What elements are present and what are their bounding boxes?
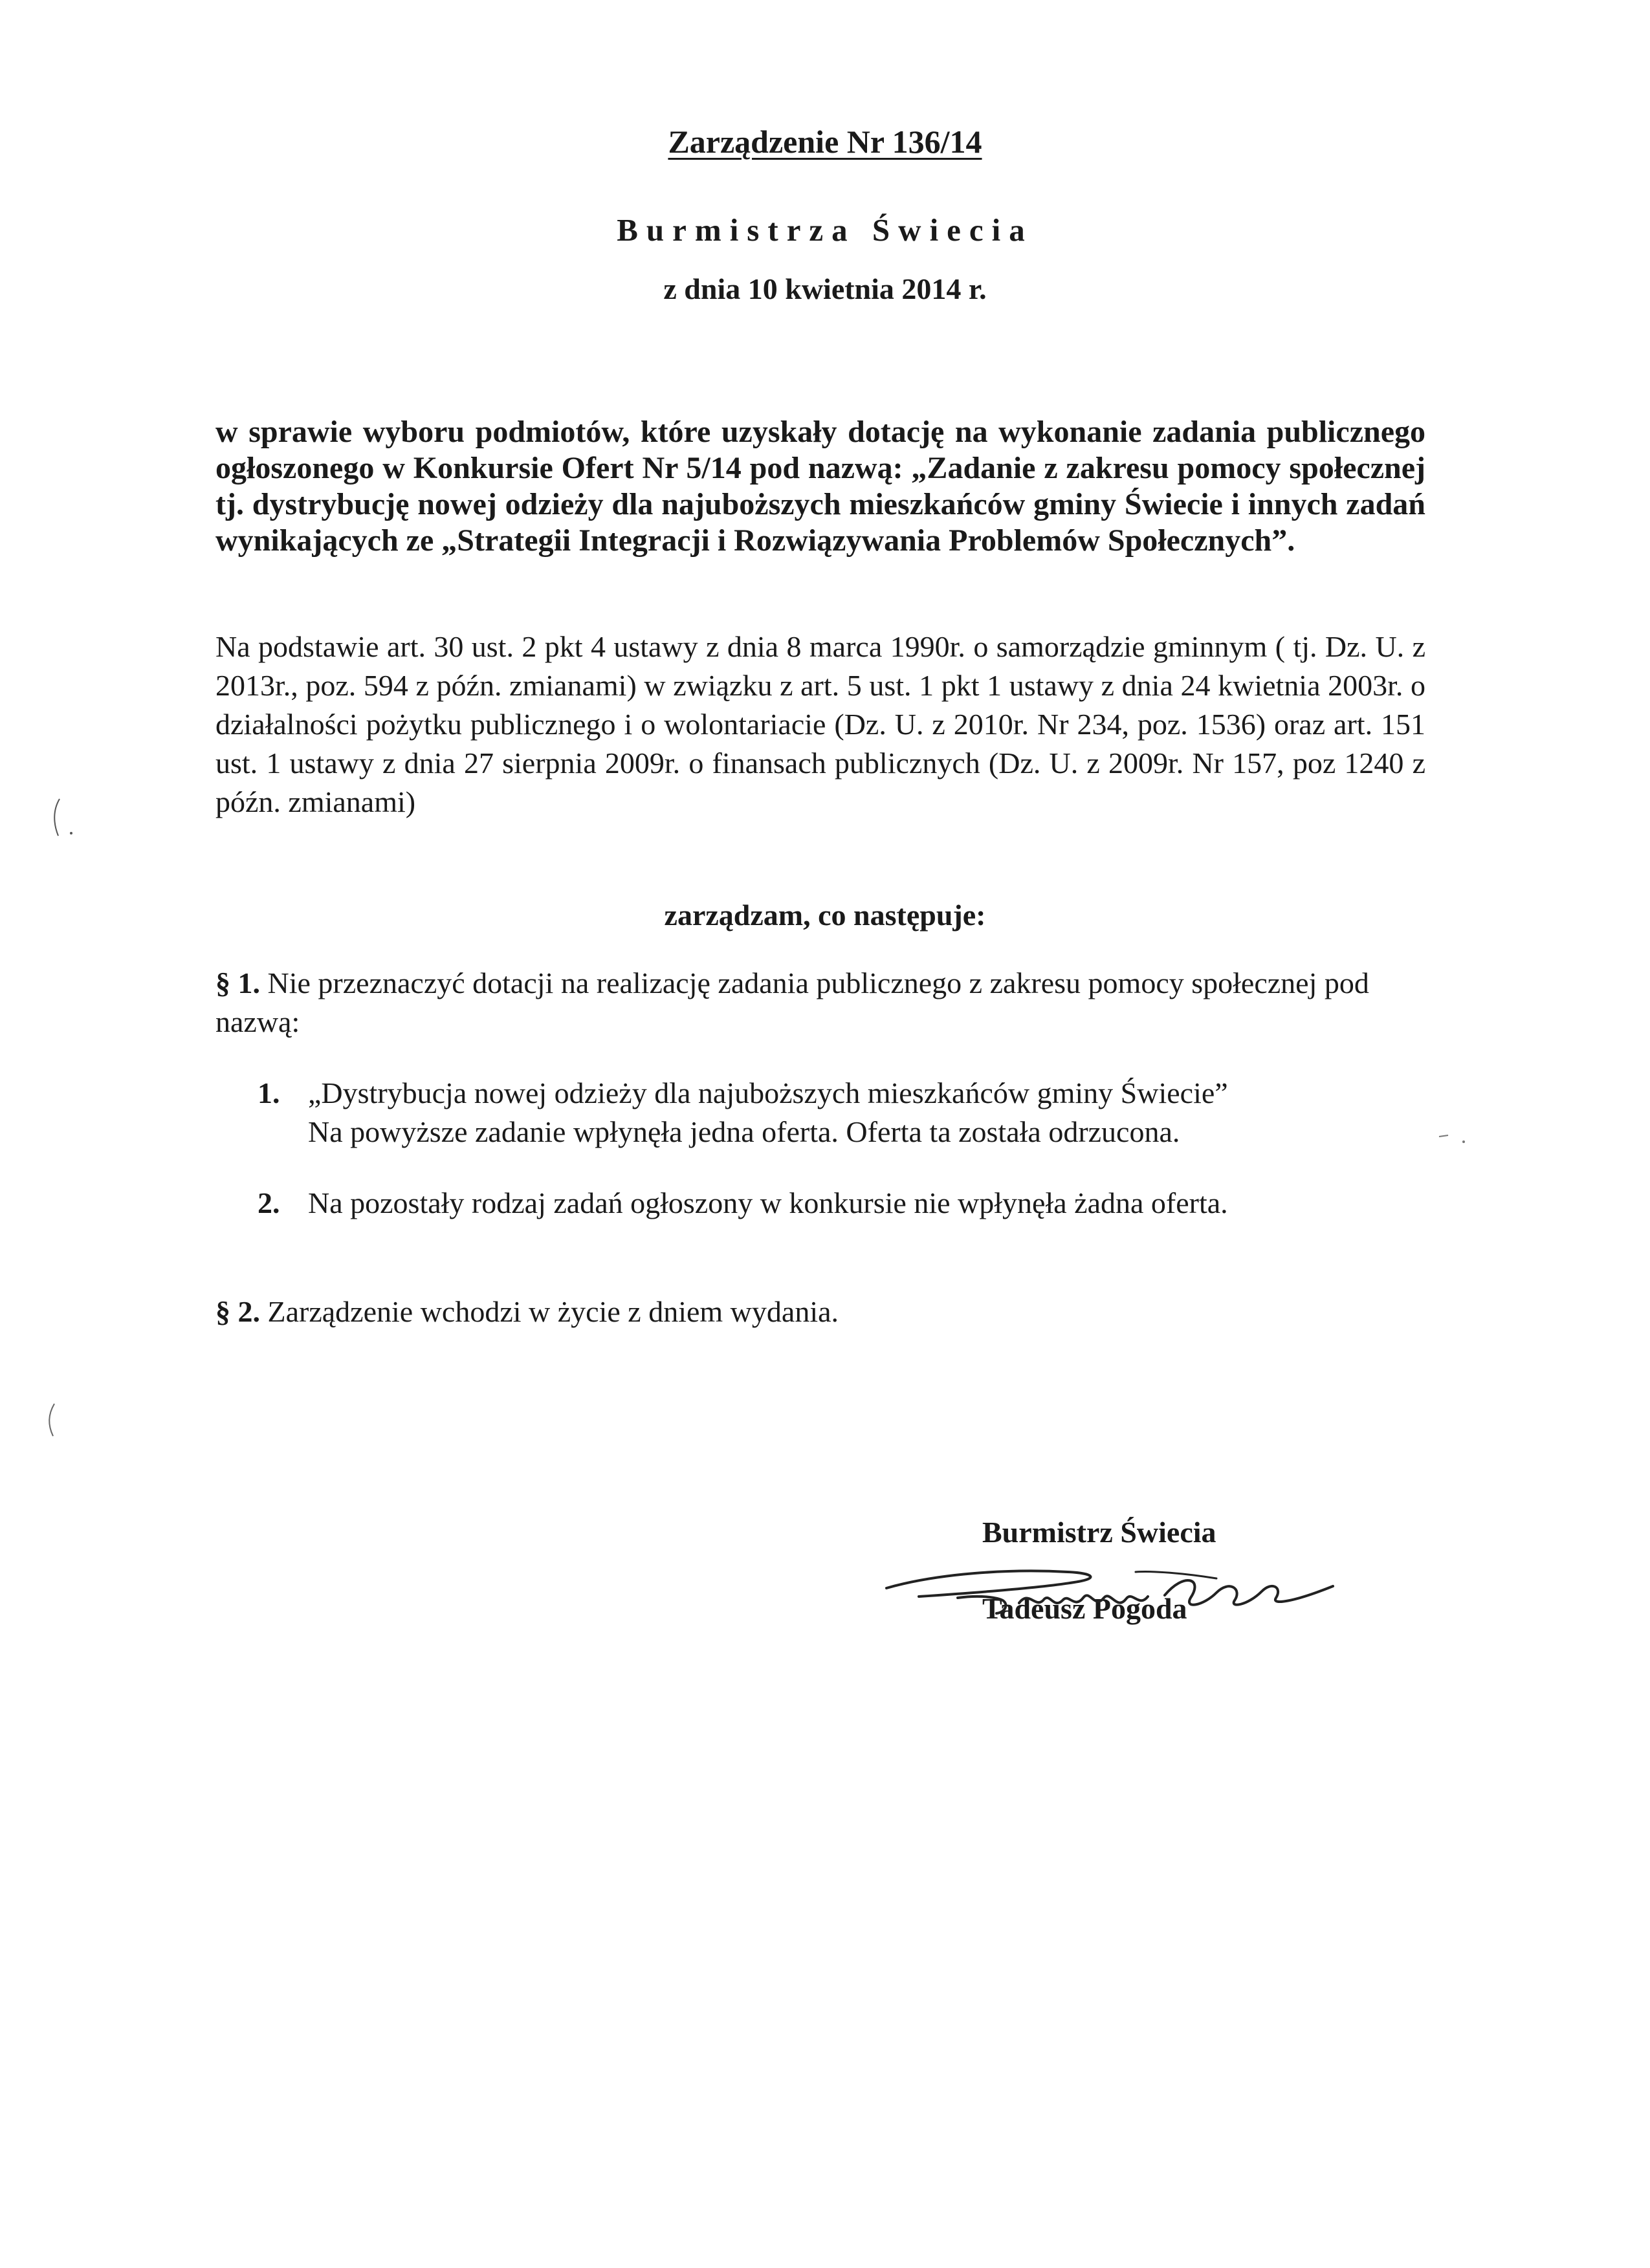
scan-artifact-mark [43,1401,62,1439]
legal-basis-paragraph: Na podstawie art. 30 ust. 2 pkt 4 ustawy z dnia 8 marca 1990r. o samorządzie gminnym ( tj. Dz. U. z 2013r., poz. 594 z późn. zmianami) w związku z art. 5 ust. 1 pkt 1 ustawy z dnia 24 kwietnia 2003r. o działalności pożytku publicznego i o wolontariacie (Dz. U. z 2010r. Nr 234, poz. 1536) oraz art. 151 ust. 1 ustawy z dnia 27 sierpnia 2009r. o finansach publicznych (Dz. U. z 2009r. Nr 157, poz 1240 z późn. zmianami) [215,630,1425,818]
section-2-marker: § 2. [215,1295,260,1328]
signatory-name: Tadeusz Pogoda [982,1592,1187,1625]
section-1-paragraph [215,964,1425,1041]
list-item-text: Na pozostały rodzaj zadań ogłoszony w konkursie nie wpłynęła żadna oferta. [308,1186,1228,1219]
section-2-paragraph [215,1292,1425,1331]
subject-paragraph: w sprawie wyboru podmiotów, które uzyskały dotację na wykonanie zadania publicznego ogłoszonego w Konkursie Ofert Nr 5/14 pod nazwą: „Zadanie z zakresu pomocy społecznej tj. dystrybucję nowej odzieży dla najuboższych mieszkańców gminy Świecie i innych zadań wynikających ze „Strategii Integracji i Rozwiązywania Problemów Społecznych”. [215,415,1425,558]
list-item-note: Na powyższe zadanie wpłynęła jedna oferta. Oferta ta została odrzucona. [308,1115,1180,1148]
order-heading: zarządzam, co następuje: [664,899,986,932]
issue-date: z dnia 10 kwietnia 2014 r. [663,272,987,305]
signatory-title: Burmistrz Świecia [982,1516,1216,1549]
document-title [0,123,1650,160]
section-1-marker: § 1. [215,966,260,999]
scan-artifact-mark [45,796,78,841]
handwritten-signature [880,1533,1346,1637]
section-1-text: Nie przeznaczyć dotacji na realizację zadania publicznego z zakresu pomocy społecznej pod nazwą: [215,966,1369,1038]
list-item-number: 1. [258,1076,280,1109]
list-item-task-name: „Dystrybucja nowej odzieży dla najuboższych mieszkańców gminy Świecie” [308,1076,1228,1109]
section-2-text: Zarządzenie wchodzi w życie z dniem wydania. [267,1295,839,1328]
list-item-body [308,1074,1408,1151]
list-item-number: 2. [258,1186,280,1219]
document-title-text: Zarządzenie Nr 136/14 [668,124,982,160]
issuing-authority: Burmistrza Świecia [617,212,1033,248]
list-item-body [308,1184,1408,1223]
scan-artifact-mark [1436,1129,1475,1148]
